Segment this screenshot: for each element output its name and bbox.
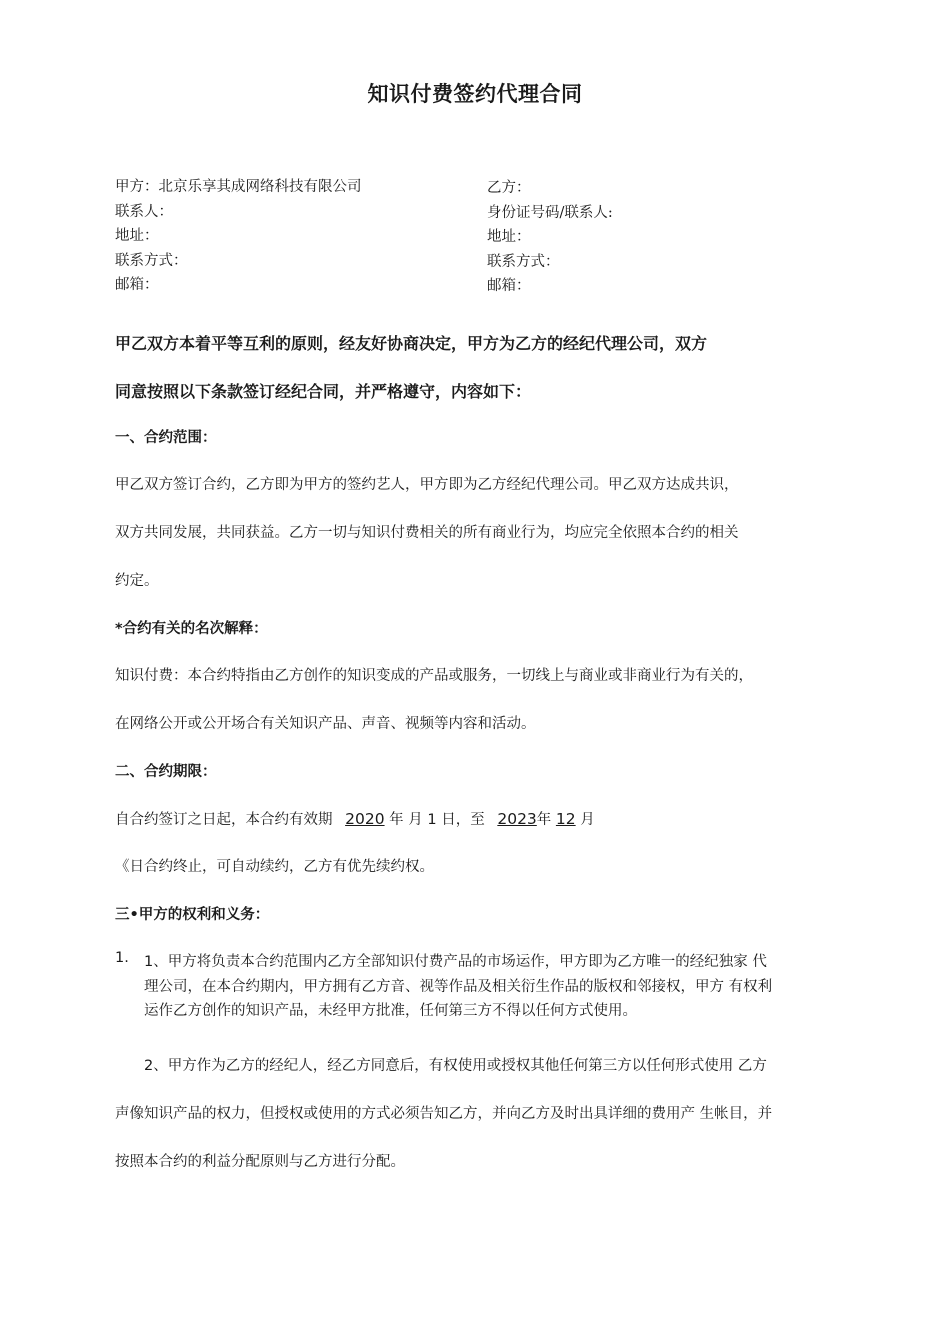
party-b-phone: 联系方式：: [487, 253, 560, 270]
term-mid-2: 年: [536, 812, 552, 828]
term-suffix: 月: [580, 812, 595, 828]
party-a-contact: 联系人：: [115, 203, 173, 220]
section-1-line-1: 甲乙双方签订合约，乙方即为甲方的签约艺人，甲方即为乙方经纪代理公司。甲乙双方达成共识，: [115, 477, 739, 493]
renewal-line: 《日合约终止，可自动续约，乙方有优先续约权。: [115, 859, 434, 875]
party-a-phone: 联系方式：: [115, 252, 188, 269]
document-title: 知识付费签约代理合同: [367, 82, 583, 106]
item-2-line-1: 2、甲方作为乙方的经纪人，经乙方同意后，有权使用或授权其他任何第三方以任何形式使用 乙方: [144, 1058, 767, 1074]
item-1-line-2: 理公司，在本合约期内，甲方拥有乙方音、视等作品及相关衍生作品的版权和邻接权，甲方 有权利: [144, 978, 773, 995]
term-end-year: 2023: [497, 810, 537, 828]
definitions-heading: *合约有关的名次解释：: [115, 621, 268, 637]
section-3-item-1: [144, 948, 772, 1026]
party-b-email: 邮箱：: [487, 278, 531, 294]
party-b-name: 乙方：: [487, 180, 531, 196]
section-3-heading: 三•甲方的权利和义务：: [115, 907, 270, 923]
item-2-line-3: 按照本合约的利益分配原则与乙方进行分配。: [115, 1154, 405, 1170]
contract-term-line: [115, 809, 595, 830]
party-b-block: [487, 176, 613, 299]
party-a-address: 地址：: [115, 228, 159, 244]
party-b-id-contact: 身份证号码/联系人:: [487, 204, 613, 221]
section-2-heading: 二、合约期限：: [115, 764, 217, 780]
list-number: 1.: [115, 950, 129, 966]
section-1-heading: 一、合约范围：: [115, 430, 217, 446]
term-start-year: 2020: [345, 810, 385, 828]
item-1-line-3: 运作乙方创作的知识产品，未经甲方批准，任何第三方不得以任何方式使用。: [144, 1003, 637, 1019]
definitions-line-1: 知识付费：本合约特指由乙方创作的知识变成的产品或服务，一切线上与商业或非商业行为有关的，: [115, 668, 753, 684]
item-2-line-2: 声像知识产品的权力，但授权或使用的方式必须告知乙方，并向乙方及时出具详细的费用产 生帐目，并: [115, 1106, 773, 1122]
section-1-line-2: 双方共同发展，共同获益。乙方一切与知识付费相关的所有商业行为，均应完全依照本合约的相关: [115, 525, 739, 541]
term-prefix: 自合约签订之日起，本合约有效期: [115, 812, 333, 828]
intro-line-1: 甲乙双方本着平等互利的原则，经友好协商决定，甲方为乙方的经纪代理公司，双方: [115, 334, 708, 353]
party-a-name: 甲方：北京乐享其成网络科技有限公司: [115, 179, 362, 195]
term-end-month: 12: [555, 810, 576, 828]
party-b-address: 地址：: [487, 229, 531, 245]
section-1-line-3: 约定。: [115, 573, 159, 589]
party-a-block: [115, 175, 362, 298]
intro-line-2: 同意按照以下条款签订经纪合同，并严格遵守，内容如下：: [115, 382, 532, 401]
term-mid-1: 年 月 1 日，至: [389, 812, 485, 828]
definitions-line-2: 在网络公开或公开场合有关知识产品、声音、视频等内容和活动。: [115, 716, 536, 732]
item-1-line-1: 1、甲方将负责本合约范围内乙方全部知识付费产品的市场运作，甲方即为乙方唯一的经纪独家 代: [144, 954, 767, 970]
party-a-email: 邮箱：: [115, 277, 159, 293]
